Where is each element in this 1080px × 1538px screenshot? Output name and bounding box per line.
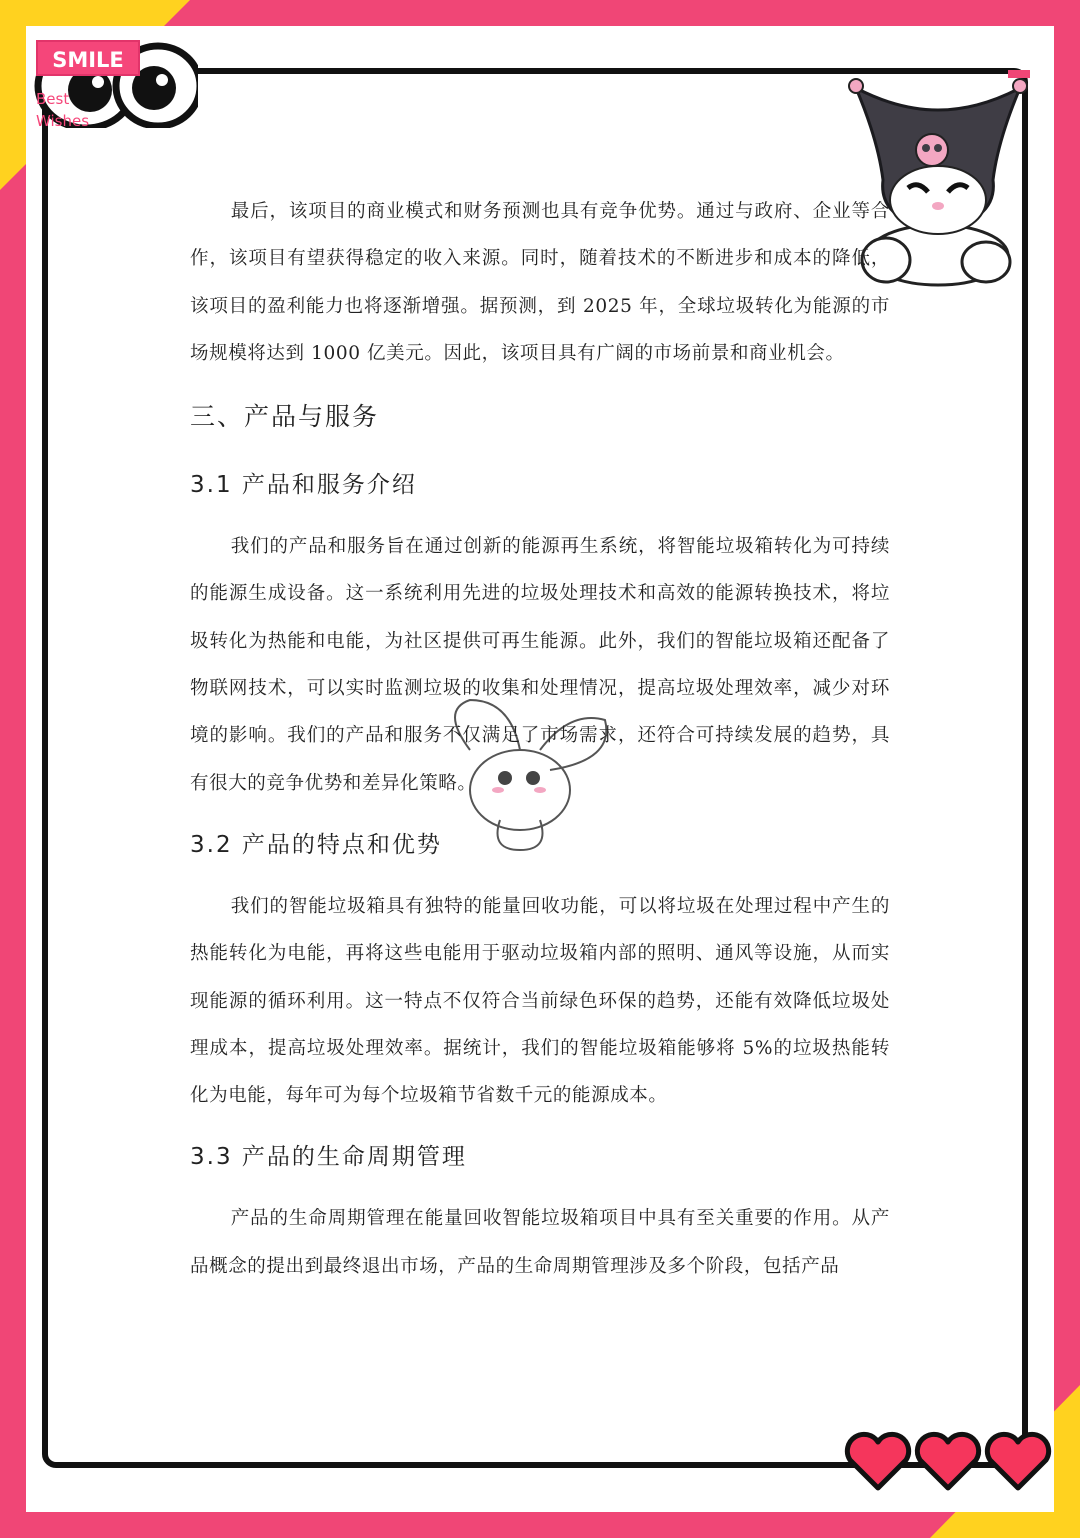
subsection-title-3-1: 3.1 产品和服务介绍 bbox=[190, 472, 417, 499]
subsection-text-3-1: 我们的产品和服务旨在通过创新的能源再生系统，将智能垃圾箱转化为可持续的能源生成设备。这一系统利用先进的垃圾处理技术和高效的能源转换技术，将垃圾转化为热能和电能，为社区提供可再生能源。此外，我们的智能垃圾箱还配备了物联网技术，可以实时监测垃圾的收集和处理情况，提高垃圾处理效率，减少对环境的影响。我们的产品和服务不仅满足了市场需求，还符合可持续发展的趋势，具有很大的竞争优势和差异化策略。 bbox=[190, 536, 890, 794]
wishes-label: Wishes bbox=[36, 112, 90, 130]
subsection-text-3-2: 我们的智能垃圾箱具有独特的能量回收功能，可以将垃圾在处理过程中产生的热能转化为电能，再将这些电能用于驱动垃圾箱内部的照明、通风等设施，从而实现能源的循环利用。这一特点不仅符合当前绿色环保的趋势，还能有效降低垃圾处理成本，提高垃圾处理效率。据统计，我们的智能垃圾箱能够将 5%的垃圾热能转化为电能，每年可为每个垃圾箱节省数千元的能源成本。 bbox=[190, 895, 890, 1107]
intro-paragraph: 最后，该项目的商业模式和财务预测也具有竞争优势。通过与政府、企业等合作，该项目有望获得稳定的收入来源。同时，随着技术的不断进步和成本的降低，该项目的盈利能力也将逐渐增强。据预测，到 2025 年，全球垃圾转化为能源的市场规模将达到 1000 亿美元。因此，该项目具有广阔的市场前景和商业机会。 bbox=[190, 201, 890, 364]
hearts-decoration bbox=[842, 1428, 1054, 1498]
subsection-title-3-3: 3.3 产品的生命周期管理 bbox=[190, 1144, 467, 1171]
smile-badge: SMILE bbox=[36, 40, 140, 76]
best-wishes-label bbox=[36, 88, 89, 132]
best-label: Best bbox=[36, 90, 70, 108]
subsection-title-3-2: 3.2 产品的特点和优势 bbox=[190, 831, 442, 858]
subsection-text-3-3: 产品的生命周期管理在能量回收智能垃圾箱项目中具有至关重要的作用。从产品概念的提出到最终退出市场，产品的生命周期管理涉及多个阶段，包括产品 bbox=[190, 1208, 890, 1277]
heart-icon bbox=[847, 1434, 908, 1488]
heart-icon bbox=[987, 1434, 1048, 1488]
heart-icon bbox=[917, 1434, 978, 1488]
document-content bbox=[190, 188, 890, 1290]
section-title: 三、产品与服务 bbox=[190, 402, 380, 432]
